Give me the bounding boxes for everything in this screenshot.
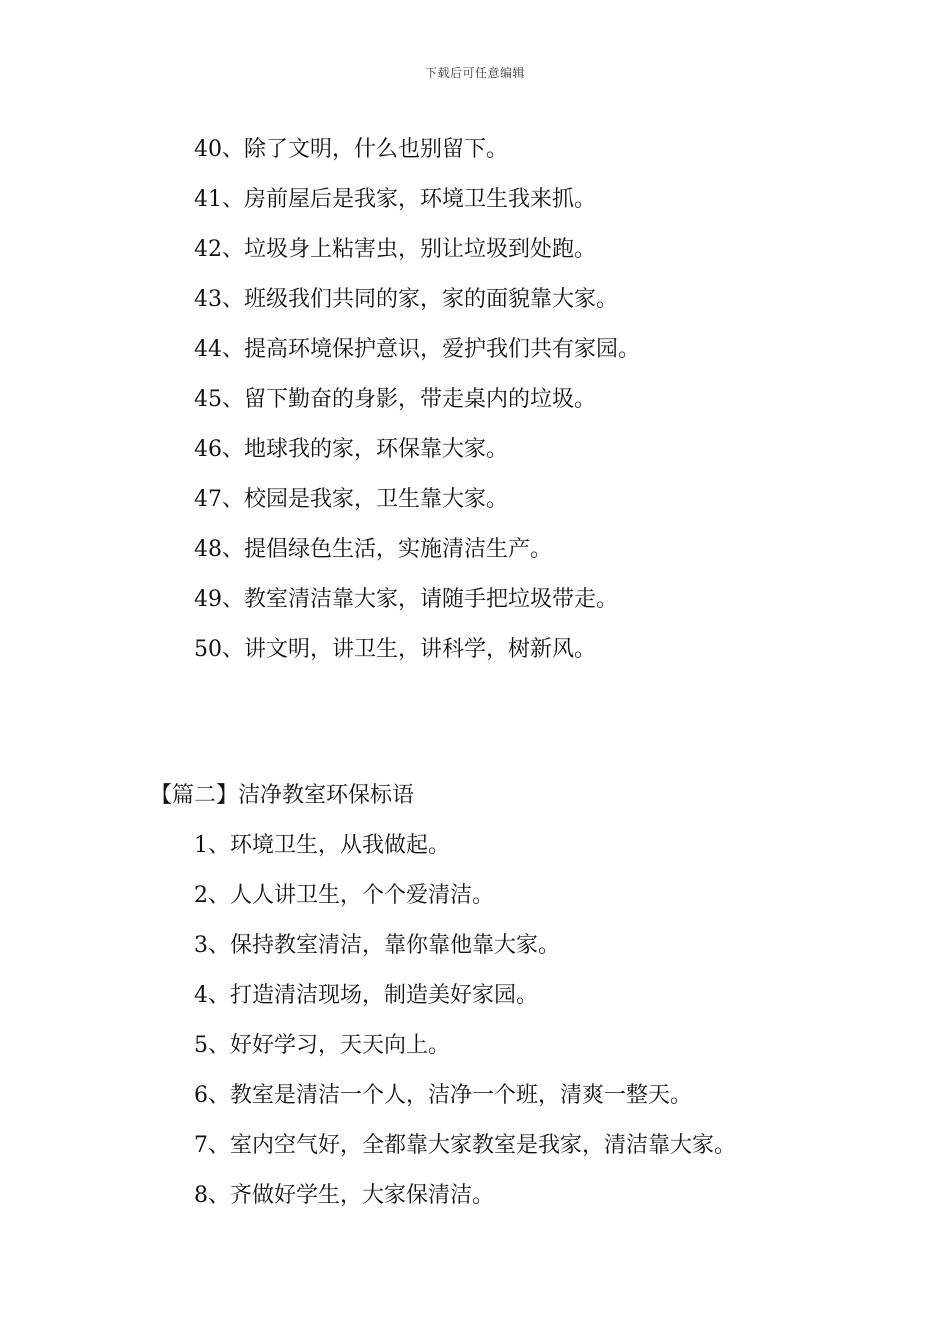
list-item: 44、提高环境保护意识，爱护我们共有家园。 (194, 337, 640, 362)
list-item: 50、讲文明，讲卫生，讲科学，树新风。 (194, 637, 596, 662)
list-item: 47、校园是我家，卫生靠大家。 (194, 487, 508, 512)
list-item: 6、教室是清洁一个人，洁净一个班，清爽一整天。 (194, 1083, 692, 1108)
list-item: 3、保持教室清洁，靠你靠他靠大家。 (194, 933, 560, 958)
slogan-list-part-two (194, 832, 736, 1232)
list-item: 41、房前屋后是我家，环境卫生我来抓。 (194, 187, 596, 212)
slogan-list-part-one (194, 136, 640, 686)
list-item: 5、好好学习，天天向上。 (194, 1033, 450, 1058)
list-item: 49、教室清洁靠大家，请随手把垃圾带走。 (194, 587, 618, 612)
list-item: 2、人人讲卫生，个个爱清洁。 (194, 883, 494, 908)
list-item: 40、除了文明，什么也别留下。 (194, 137, 508, 162)
list-item: 46、地球我的家，环保靠大家。 (194, 437, 508, 462)
list-item: 8、齐做好学生，大家保清洁。 (194, 1183, 494, 1208)
list-item: 7、室内空气好，全都靠大家教室是我家，清洁靠大家。 (194, 1133, 736, 1158)
list-item: 42、垃圾身上粘害虫，别让垃圾到处跑。 (194, 237, 596, 262)
list-item: 45、留下勤奋的身影，带走桌内的垃圾。 (194, 387, 596, 412)
page-header: 下载后可任意编辑 (424, 66, 525, 80)
section-title: 【篇二】洁净教室环保标语 (150, 783, 415, 808)
list-item: 4、打造清洁现场，制造美好家园。 (194, 983, 538, 1008)
list-item: 1、环境卫生，从我做起。 (194, 833, 450, 858)
list-item: 48、提倡绿色生活，实施清洁生产。 (194, 537, 552, 562)
list-item: 43、班级我们共同的家，家的面貌靠大家。 (194, 287, 618, 312)
